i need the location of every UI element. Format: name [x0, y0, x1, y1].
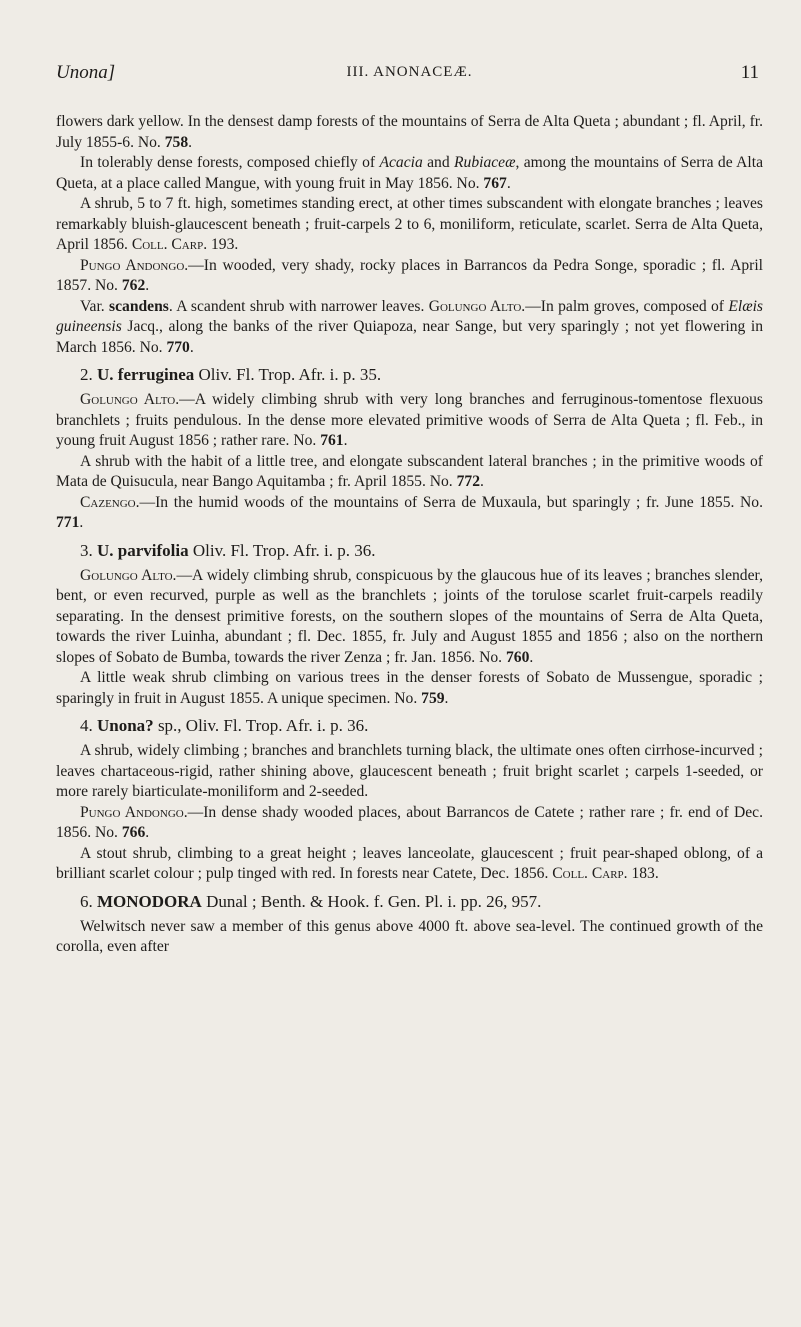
body-paragraph: A shrub, widely climbing ; branches and branchlets turning black, the ultimate ones often cirrhose-incurved ; leaves chartaceous-rigid, rather shining above, glaucescent beneath ; fruit bright scarlet ; carpels 1-seeded, or more rarely biarticulate-moniliform and 2-seeded. — [56, 742, 763, 800]
body-paragraph: flowers dark yellow. In the densest damp forests of the mountains of Serra de Alta Queta ; abundant ; fl. April, fr. July 1855-6. No. 758. — [56, 113, 763, 151]
body-paragraph: Cazengo.—In the humid woods of the mountains of Serra de Muxaula, but sparingly ; fr. June 1855. No. 771. — [56, 493, 763, 531]
page-body — [56, 112, 763, 958]
species-heading: 3. U. parvifolia Oliv. Fl. Trop. Afr. i. p. 36. — [80, 540, 376, 560]
body-paragraph: A stout shrub, climbing to a great height ; leaves lanceolate, glaucescent ; fruit pear-shaped oblong, of a brilliant scarlet colour ; pulp tinged with red. In forests near Catete, Dec. 1856. Coll. Carp. 183. — [56, 844, 763, 882]
running-header — [56, 52, 763, 86]
body-paragraph: A shrub with the habit of a little tree, and elongate subscandent lateral branches ; in the primitive woods of Mata de Quisucula, near Bango Aquitamba ; fr. April 1855. No. 772. — [56, 452, 763, 490]
body-paragraph: Pungo Andongo.—In dense shady wooded places, about Barrancos de Catete ; rather rare ; fr. end of Dec. 1856. No. 766. — [56, 803, 763, 841]
species-heading: 6. MONODORA Dunal ; Benth. & Hook. f. Gen. Pl. i. pp. 26, 957. — [80, 891, 542, 911]
body-paragraph: Var. scandens. A scandent shrub with narrower leaves. Golungo Alto.—In palm groves, composed of Elæis guineensis Jacq., along the banks of the river Quiapoza, near Sange, but very sparingly ; not yet flowering in March 1856. No. 770. — [56, 297, 764, 356]
body-paragraph: Welwitsch never saw a member of this genus above 4000 ft. above sea-level. The continued growth of the corolla, even after — [56, 917, 763, 955]
body-paragraph: Pungo Andongo.—In wooded, very shady, rocky places in Barrancos da Pedra Songe, sporadic ; fl. April 1857. No. 762. — [56, 256, 763, 294]
body-paragraph: In tolerably dense forests, composed chiefly of Acacia and Rubiaceæ, among the mountains of Serra de Alta Queta, at a place called Mangue, with young fruit in May 1856. No. 767. — [56, 154, 763, 192]
header-genus: Unona] — [56, 62, 116, 83]
body-paragraph: A shrub, 5 to 7 ft. high, sometimes standing erect, at other times subscandent with elongate branches ; leaves remarkably bluish-glaucescent beneath ; fruit-carpels 2 to 6, moniliform, reticulate, scarlet. Serra de Alta Queta, April 1856. Coll. Carp. 193. — [56, 195, 763, 253]
page-number: 11 — [740, 62, 759, 83]
body-paragraph: Golungo Alto.—A widely climbing shrub, conspicuous by the glaucous hue of its leaves ; branches slender, bent, or even recurved, purple as well as the branchlets ; joints of the torulose scarlet fruit-carpels readily separating. In the densest primitive forests, on the southern slopes of the mountains of Serra de Alta Queta, towards the river Luinha, abundant ; fl. Dec. 1855, fr. July and August 1855 and 1856 ; also on the northern slopes of Sobato de Bumba, towards the river Zenza ; fr. Jan. 1856. No. 760. — [56, 566, 763, 666]
header-family: III. ANONACEÆ. — [346, 64, 473, 80]
species-heading: 4. Unona? sp., Oliv. Fl. Trop. Afr. i. p. 36. — [80, 716, 369, 735]
body-paragraph: Golungo Alto.—A widely climbing shrub with very long branches and ferruginous-tomentose flexuous branchlets ; fruits pendulous. In the dense more elevated primitive woods of Serra de Alta Queta ; fl. Feb., in young fruit August 1856 ; rather rare. No. 761. — [56, 391, 763, 449]
species-heading: 2. U. ferruginea Oliv. Fl. Trop. Afr. i. p. 35. — [80, 365, 382, 384]
body-paragraph: A little weak shrub climbing on various trees in the denser forests of Sobato de Mussengue, sporadic ; sparingly in fruit in August 1855. A unique specimen. No. 759. — [56, 669, 763, 707]
